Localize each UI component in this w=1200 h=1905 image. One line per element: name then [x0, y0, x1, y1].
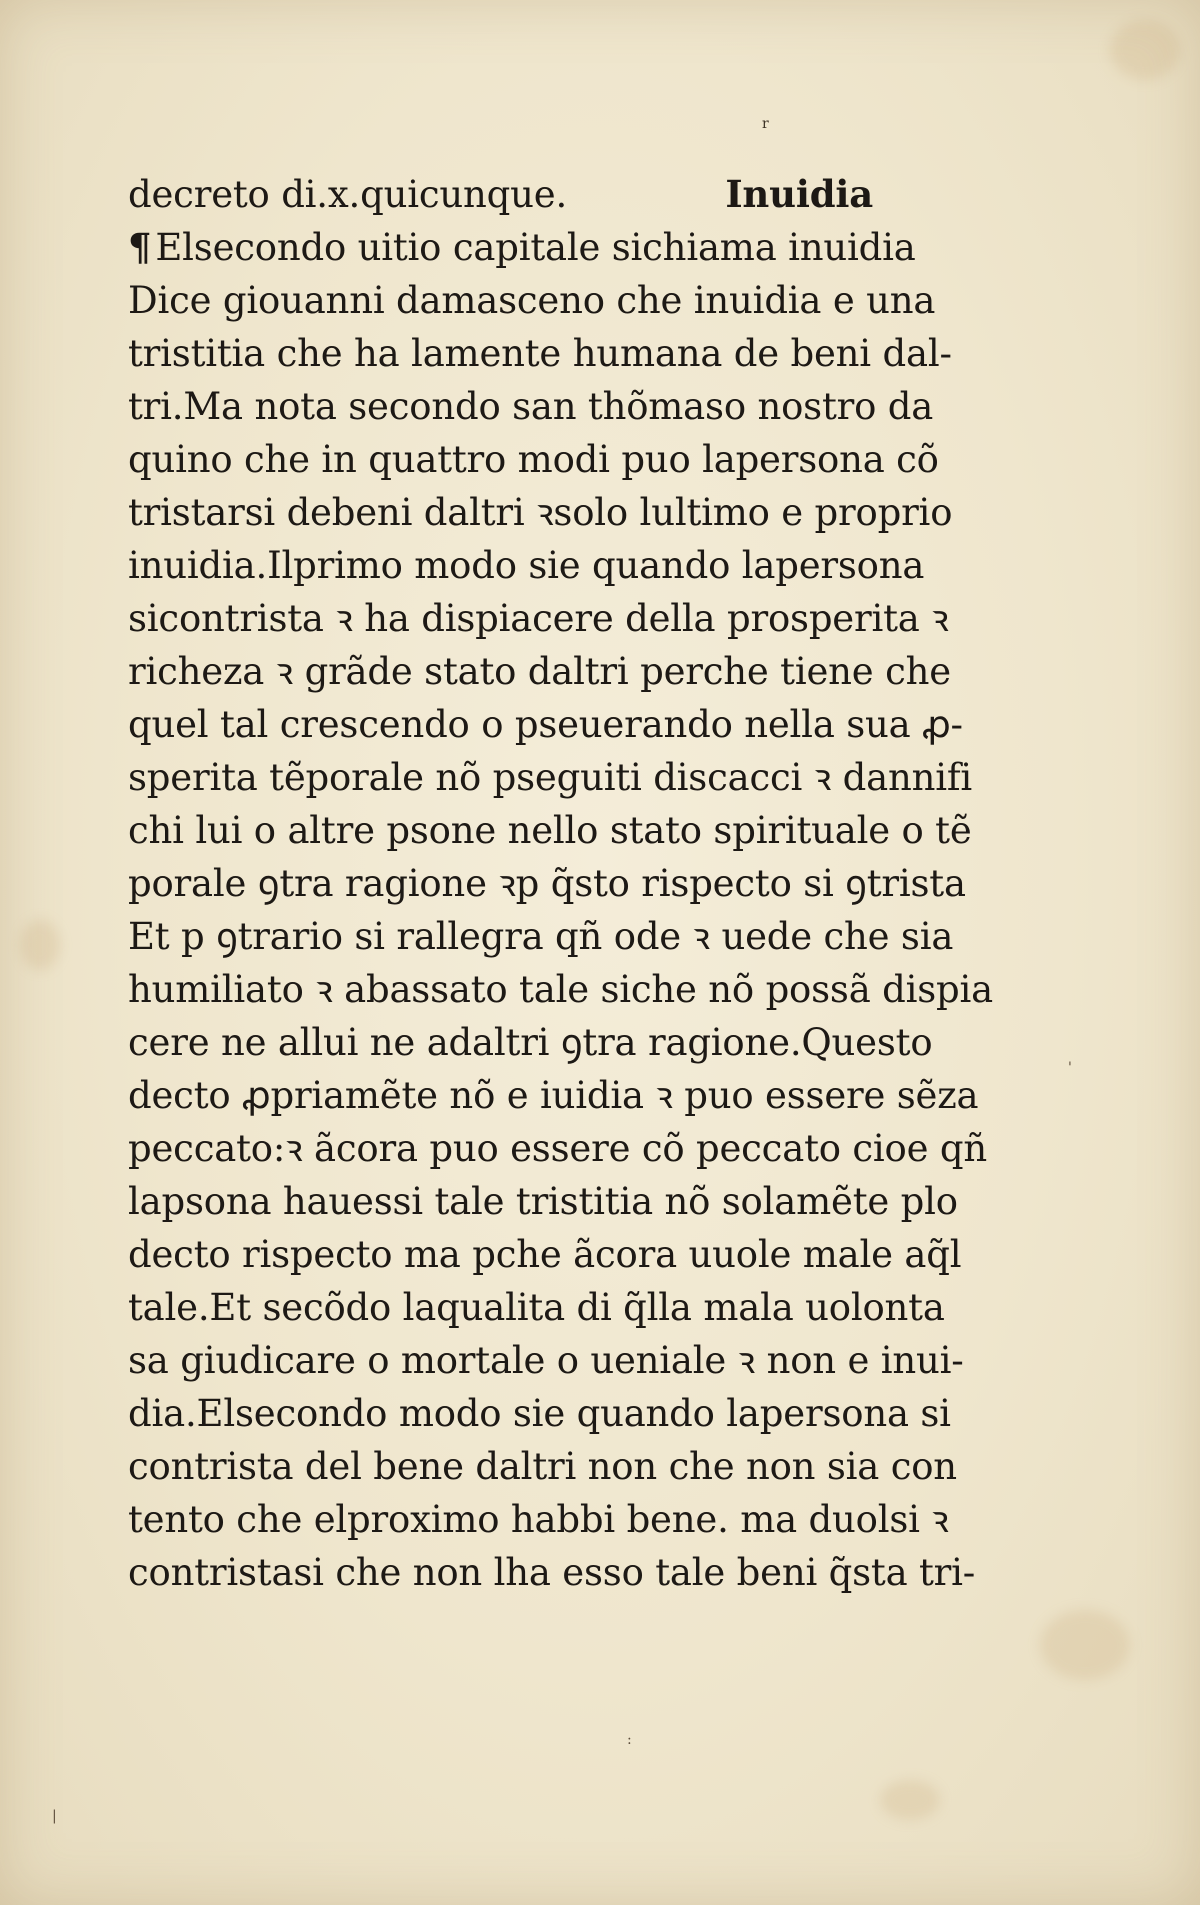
header-reference: decreto di.x.quicunque.	[128, 173, 568, 216]
foxing-stain	[20, 920, 60, 970]
line-text: Elsecondo uitio capitale sichiama inuidia	[155, 226, 916, 269]
text-line	[128, 539, 948, 592]
text-line	[128, 1546, 976, 1599]
text-line	[128, 1493, 948, 1546]
text-line	[128, 1122, 987, 1175]
line-text: peccato:ꝛ ãcora puo essere cõ peccato cioe qñ	[128, 1127, 987, 1170]
folio-mark: r	[762, 116, 769, 132]
line-text: tristarsi debeni daltri ꝛsolo lultimo e proprio	[128, 491, 953, 534]
text-line	[128, 1387, 951, 1440]
text-line	[128, 380, 948, 433]
text-line	[128, 327, 952, 380]
line-text: quel tal crescendo o pseuerando nella sua ꝓ-	[128, 703, 963, 746]
line-text: tristitia che ha lamente humana de beni dal-	[128, 332, 952, 375]
text-line	[128, 963, 994, 1016]
text-line	[128, 486, 953, 539]
margin-mark: |	[52, 1808, 57, 1824]
text-line	[128, 645, 951, 698]
line-text: contristasi che non lha esso tale beni q̃sta tri-	[128, 1551, 976, 1594]
line-text: tento che elproximo habbi bene. ma duolsi ꝛ	[128, 1498, 949, 1541]
line-text: lapsona hauessi tale tristitia nõ solamẽte plo	[128, 1180, 958, 1223]
text-line	[128, 751, 972, 804]
line-text: contrista del bene daltri non che non sia con	[128, 1445, 957, 1488]
line-text: humiliato ꝛ abassato tale siche nõ possã dispia	[128, 968, 994, 1011]
text-line	[128, 1281, 948, 1334]
line-text: sicontrista ꝛ ha dispiacere della prosperita ꝛ	[128, 597, 949, 640]
text-line	[128, 1175, 958, 1228]
running-header	[128, 168, 873, 221]
text-line	[128, 1016, 948, 1069]
margin-mark: '	[1068, 1060, 1072, 1076]
line-text: Et p ꝯtrario si rallegra qñ ode ꝛ uede che sia	[128, 915, 954, 958]
header-title: Inuidia	[725, 172, 873, 216]
line-text: decto ꝓpriamẽte nõ e iuidia ꝛ puo essere sẽza	[128, 1074, 979, 1117]
line-text: tale.Et secõdo laqualita di q̃lla mala uolonta	[128, 1286, 945, 1329]
text-line	[128, 221, 948, 274]
line-text: chi lui o altre psone nello stato spirituale o tẽ	[128, 809, 972, 852]
line-text: porale ꝯtra ragione ꝛp q̃sto rispecto si ꝯtrista	[128, 862, 966, 905]
text-line	[128, 698, 963, 751]
text-line	[128, 1228, 962, 1281]
text-lines	[128, 221, 994, 1599]
text-line	[128, 1334, 964, 1387]
line-text: tri.Ma nota secondo san thõmaso nostro da	[128, 385, 934, 428]
margin-mark: :	[627, 1732, 632, 1748]
line-text: sperita tẽporale nõ pseguiti discacci ꝛ dannifi	[128, 756, 972, 799]
text-line	[128, 910, 954, 963]
text-line	[128, 857, 966, 910]
line-text: richeza ꝛ grãde stato daltri perche tiene che	[128, 650, 951, 693]
foxing-stain	[1110, 20, 1180, 80]
pilcrow-mark: ¶	[128, 225, 152, 269]
line-text: Dice giouanni damasceno che inuidia e una	[128, 279, 936, 322]
foxing-stain	[1040, 1610, 1130, 1680]
text-line	[128, 804, 972, 857]
line-text: decto rispecto ma pche ãcora uuole male aq̃l	[128, 1233, 962, 1276]
text-line	[128, 274, 948, 327]
text-block	[128, 168, 994, 1599]
line-text: sa giudicare o mortale o ueniale ꝛ non e inui-	[128, 1339, 964, 1382]
line-text: inuidia.Ilprimo modo sie quando lapersona	[128, 544, 925, 587]
text-line	[128, 1069, 979, 1122]
foxing-stain	[880, 1780, 940, 1820]
text-line	[128, 433, 948, 486]
line-text: dia.Elsecondo modo sie quando lapersona si	[128, 1392, 951, 1435]
line-text: cere ne allui ne adaltri ꝯtra ragione.Questo	[128, 1021, 933, 1064]
text-line	[128, 592, 948, 645]
line-text: quino che in quattro modi puo lapersona cõ	[128, 438, 939, 481]
text-line	[128, 1440, 957, 1493]
